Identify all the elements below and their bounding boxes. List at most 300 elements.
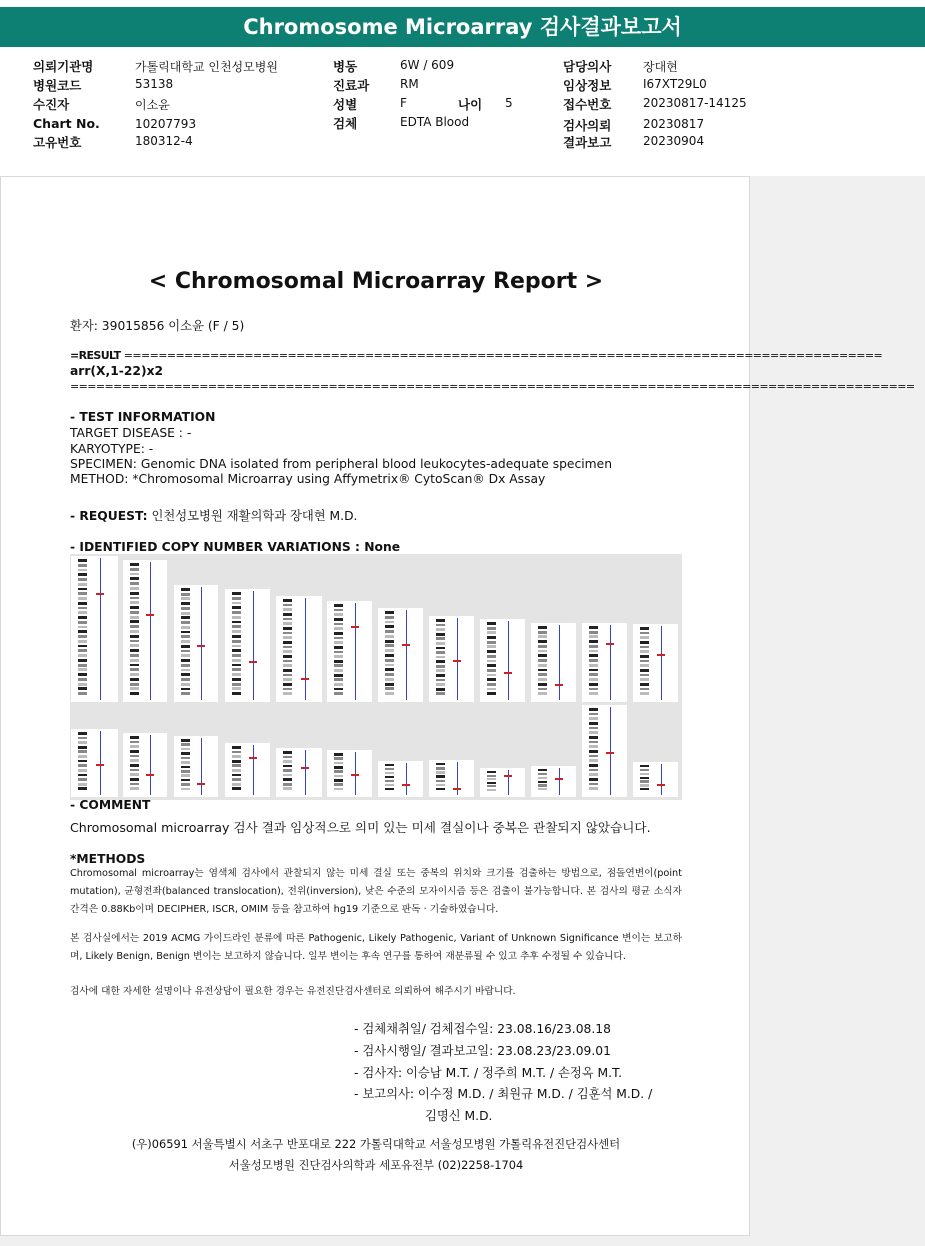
probe-marker [402, 784, 410, 786]
chromosome-band [130, 630, 139, 633]
chromosome-band [78, 678, 87, 681]
chromosome-band [232, 774, 241, 777]
chromosome-band [283, 783, 292, 786]
chromosome-band [78, 778, 87, 781]
chromosome-band [487, 645, 496, 648]
chromosome-band [130, 611, 139, 614]
chromosome-band [538, 769, 547, 771]
chromosome-band [589, 678, 598, 681]
chromosome-band [334, 775, 343, 778]
chromosome-band [78, 774, 87, 777]
chromosome-band [538, 683, 547, 686]
probe-marker [146, 614, 154, 616]
chromosome-band [130, 592, 139, 595]
probe-marker [402, 644, 410, 646]
probe-marker [453, 788, 461, 790]
chromosome-band [232, 687, 241, 690]
chromosome-band [232, 769, 241, 772]
chromosome-band [130, 654, 139, 657]
patient-line: 환자: 39015856 이소윤 (F / 5) [70, 319, 245, 333]
request-value: 인천성모병원 재활의학과 장대현 M.D. [151, 509, 358, 523]
chromosome-band [181, 683, 190, 686]
copy-number-line [100, 558, 101, 700]
chromosome-band [78, 611, 87, 614]
chromosome-panel [327, 601, 372, 702]
copy-number-line [201, 587, 202, 700]
chromosome-band [334, 678, 343, 681]
chromosome-band [436, 784, 445, 786]
chromosome-band [334, 613, 343, 616]
chromosome-band [589, 635, 598, 638]
chromosome-band [78, 755, 87, 758]
chromosome-band [283, 622, 292, 625]
chromosome-band [589, 717, 598, 720]
chromosome-band [78, 760, 87, 763]
chromosome-band [334, 788, 343, 791]
chromosome-band [232, 755, 241, 758]
probe-marker [453, 660, 461, 662]
chromosome-band [334, 757, 343, 760]
chromosome-band [283, 655, 292, 658]
chromosome-band [589, 783, 598, 786]
probe-marker [351, 774, 359, 776]
chromosome-band [487, 775, 496, 777]
target-disease: TARGET DISEASE : - [70, 426, 192, 440]
label-institution: 의뢰기관명 [33, 59, 94, 74]
chromosome-band [385, 616, 394, 619]
value-unique-no: 180312-4 [135, 134, 193, 148]
chromosome-panel [123, 733, 167, 797]
chromosome-band [130, 568, 139, 571]
chromosome-band [385, 692, 394, 695]
chromosome-band [640, 674, 649, 677]
chromosome-band [78, 626, 87, 629]
chromosome-band [181, 688, 190, 691]
value-institution: 가톨릭대학교 인천성모병원 [135, 60, 278, 74]
chromosome-band [538, 673, 547, 676]
specimen-line: SPECIMEN: Genomic DNA isolated from peripheral blood leukocytes-adequate specimen [70, 457, 613, 471]
chromosome-band [334, 651, 343, 654]
reporting-physicians-cont: 김명신 M.D. [425, 1109, 493, 1123]
chromosome-band [181, 635, 190, 638]
probe-marker [606, 643, 614, 645]
chromosome-band [436, 775, 445, 777]
chromosome-band [385, 788, 394, 790]
chromosome-band [181, 783, 190, 786]
chromosome-band [589, 759, 598, 762]
chromosome-band [640, 769, 649, 771]
chromosome-band [232, 611, 241, 614]
chromosome-band [487, 692, 496, 695]
chromosome-band [78, 732, 87, 735]
chromosome-band [232, 678, 241, 681]
label-hospital-code: 병원코드 [33, 78, 82, 93]
chromosome-band [589, 778, 598, 781]
chromosome-band [130, 745, 139, 748]
probe-marker [249, 757, 257, 759]
chromosome-band [589, 640, 598, 643]
chromosome-panel [71, 556, 118, 702]
chromosome-band [232, 640, 241, 643]
chromosome-band [385, 683, 394, 686]
chromosome-panel [276, 596, 322, 702]
chromosome-band [538, 635, 547, 638]
value-hospital-code: 53138 [135, 77, 174, 91]
copy-number-line [253, 591, 254, 700]
karyotype: KARYOTYPE: - [70, 442, 154, 456]
chromosome-band [232, 787, 241, 790]
chromosome-band [232, 625, 241, 628]
chromosome-band [232, 783, 241, 786]
chromosome-band [436, 674, 445, 677]
chromosome-band [181, 766, 190, 769]
chromosome-band [283, 787, 292, 790]
probe-marker [197, 645, 205, 647]
chromosome-band [232, 778, 241, 781]
chromosome-band [78, 588, 87, 591]
chromosome-band [334, 641, 343, 644]
chromosome-band [385, 784, 394, 786]
chromosome-band [538, 640, 547, 643]
chromosome-panel [531, 766, 576, 797]
chromosome-band [78, 645, 87, 648]
chromosome-band [385, 764, 394, 766]
address-line-1: (우)06591 서울특별시 서초구 반포대로 222 가톨릭대학교 서울성모병원 가톨릭유전진단검사센터 [131, 1137, 621, 1151]
chromosome-panel [378, 608, 423, 702]
chromosome-band [640, 660, 649, 663]
chromosome-band [78, 692, 87, 695]
chromosome-band [640, 688, 649, 691]
chromosome-band [589, 741, 598, 744]
chromosome-band [232, 597, 241, 600]
chromosome-band [538, 650, 547, 653]
chromosome-band [589, 654, 598, 657]
chromosome-band [181, 664, 190, 667]
chromosome-band [589, 750, 598, 753]
copy-number-line [201, 738, 202, 795]
chromosome-band [283, 613, 292, 616]
copy-number-line [508, 770, 509, 795]
chromosome-band [487, 789, 496, 791]
probe-marker [657, 784, 665, 786]
chromosome-band [538, 788, 547, 790]
label-age: 나이 [458, 97, 483, 112]
chromosome-band [436, 669, 445, 672]
chromosome-band [232, 664, 241, 667]
chromosome-band [487, 636, 496, 639]
test-dates: - 검사시행일/ 결과보고일: 23.08.23/23.09.01 [354, 1044, 611, 1058]
chromosome-band [589, 673, 598, 676]
chromosome-band [130, 625, 139, 628]
chromosome-panel [225, 589, 270, 702]
label-unique-no: 고유번호 [33, 135, 82, 150]
chromosome-band [283, 632, 292, 635]
chromosome-band [283, 608, 292, 611]
result-separator: =RESULT ======================================================================================== [70, 349, 883, 362]
chromosome-band [78, 659, 87, 662]
chromosome-band [487, 782, 496, 784]
chromosome-band [130, 601, 139, 604]
chromosome-band [130, 759, 139, 762]
label-chart-no: Chart No. [33, 116, 100, 131]
label-department: 진료과 [333, 78, 370, 93]
chromosome-band [487, 778, 496, 780]
copy-number-line [355, 603, 356, 700]
chromosome-band [436, 628, 445, 631]
chromosome-band [589, 722, 598, 725]
chromosome-band [589, 669, 598, 672]
chromosome-band [640, 683, 649, 686]
chromosome-band [538, 664, 547, 667]
chromosome-band [538, 631, 547, 634]
probe-marker [657, 654, 665, 656]
chromosome-band [181, 761, 190, 764]
chromosome-band [436, 683, 445, 686]
chromosome-band [538, 659, 547, 662]
chromosome-band [130, 773, 139, 776]
chromosome-band [181, 612, 190, 615]
chromosome-band [181, 748, 190, 751]
chromosome-band [436, 771, 445, 773]
chromosome-band [283, 769, 292, 772]
chromosome-band [232, 621, 241, 624]
chromosome-band [283, 751, 292, 754]
chromosome-band [78, 616, 87, 619]
label-ward: 병동 [333, 59, 358, 74]
probe-marker [504, 775, 512, 777]
chromosome-band [283, 765, 292, 768]
copy-number-line [253, 745, 254, 795]
chromosome-band [436, 633, 445, 636]
chromosome-band [436, 637, 445, 640]
chromosome-band [78, 668, 87, 671]
chromosome-band [78, 597, 87, 600]
chromosome-band [283, 756, 292, 759]
chromosome-band [385, 649, 394, 652]
chromosome-band [78, 573, 87, 576]
chromosome-panel [174, 736, 218, 797]
copy-number-line [661, 764, 662, 795]
chromosome-band [232, 746, 241, 749]
result-value: arr(X,1-22)x2 [70, 364, 164, 378]
chromosome-band [181, 743, 190, 746]
chromosome-band [385, 644, 394, 647]
methods-paragraph-3: 검사에 대한 자세한 설명이나 유전상담이 필요한 경우는 유전진단검사센터로 의뢰하여 해주시기 바랍니다. [70, 986, 516, 997]
chromosome-band [78, 750, 87, 753]
chromosome-band [385, 654, 394, 657]
chromosome-band [283, 599, 292, 602]
chromosome-band [487, 771, 496, 773]
label-patient: 수진자 [33, 97, 70, 112]
chromosome-band [640, 664, 649, 667]
result-label: =RESULT [70, 349, 124, 362]
chromosome-panel [480, 619, 525, 702]
chromosome-band [334, 683, 343, 686]
chromosome-band [130, 640, 139, 643]
chromosome-band [283, 674, 292, 677]
chromosome-band [78, 564, 87, 567]
methods-title: *METHODS [70, 852, 146, 866]
chromosome-band [538, 678, 547, 681]
chromosome-band [640, 655, 649, 658]
chromosome-band [487, 688, 496, 691]
testers: - 검사자: 이승남 M.T. / 정주희 M.T. / 손정옥 M.T. [354, 1066, 623, 1080]
chromosome-band [78, 746, 87, 749]
chromosome-band [589, 764, 598, 767]
chromosome-band [334, 627, 343, 630]
chromosome-band [181, 621, 190, 624]
chromosome-band [589, 650, 598, 653]
chromosome-band [130, 620, 139, 623]
chromosome-panel [633, 624, 678, 702]
chromosome-band [436, 624, 445, 627]
copy-number-line [150, 562, 151, 700]
probe-marker [555, 684, 563, 686]
value-request-date: 20230817 [643, 117, 705, 131]
chromosome-band [436, 660, 445, 663]
chromosome-band [334, 770, 343, 773]
chromosome-band [78, 635, 87, 638]
chromosome-band [181, 607, 190, 610]
chromosome-band [334, 637, 343, 640]
chromosome-band [385, 687, 394, 690]
chromosome-band [640, 780, 649, 782]
chromosome-band [334, 618, 343, 621]
chromosome-band [589, 692, 598, 695]
copy-number-line [150, 735, 151, 795]
chromosome-panel [327, 750, 372, 797]
label-accession-no: 접수번호 [563, 97, 612, 112]
chromosome-band [385, 768, 394, 770]
chromosome-band [232, 616, 241, 619]
chromosome-band [232, 659, 241, 662]
chromosome-band [487, 641, 496, 644]
chromosome-band [232, 673, 241, 676]
chromosome-band [78, 559, 87, 562]
chromosome-band [589, 708, 598, 711]
label-clinical-info: 임상정보 [563, 78, 612, 93]
chromosome-band [589, 645, 598, 648]
chromosome-band [487, 664, 496, 667]
chromosome-band [589, 688, 598, 691]
chromosome-band [385, 621, 394, 624]
chromosome-band [640, 788, 649, 790]
chromosome-band [130, 678, 139, 681]
chromosome-band [640, 641, 649, 644]
probe-marker [351, 626, 359, 628]
comment-text: Chromosomal microarray 검사 결과 임상적으로 의미 있는 미세 결실이나 중복은 관찰되지 않았습니다. [70, 820, 651, 835]
chromosome-band [436, 679, 445, 682]
report-title-bar: Chromosome Microarray 검사결과보고서 [0, 7, 925, 47]
chromosome-band [283, 688, 292, 691]
chromosome-band [181, 673, 190, 676]
chromosome-band [78, 583, 87, 586]
chromosome-band [538, 784, 547, 786]
chromosome-band [589, 727, 598, 730]
chromosome-band [130, 683, 139, 686]
test-info-title: - TEST INFORMATION [70, 410, 216, 424]
chromosome-band [589, 755, 598, 758]
chromosome-band [283, 660, 292, 663]
chromosome-band [283, 646, 292, 649]
label-sex: 성별 [333, 97, 358, 112]
chromosome-band [589, 769, 598, 772]
label-request-date: 검사의뢰 [563, 118, 612, 133]
chromosome-band [78, 607, 87, 610]
chromosome-panel [531, 623, 576, 702]
probe-marker [301, 767, 309, 769]
chromosome-band [589, 659, 598, 662]
chromosome-band [334, 623, 343, 626]
chromosome-band [487, 627, 496, 630]
chromosome-band [181, 650, 190, 653]
chromosome-band [487, 683, 496, 686]
copy-number-line [305, 750, 306, 795]
chromosome-band [334, 688, 343, 691]
chromosome-band [283, 664, 292, 667]
chromosome-band [334, 604, 343, 607]
chromosome-band [232, 692, 241, 695]
chromosome-band [334, 609, 343, 612]
label-physician: 담당의사 [563, 59, 612, 74]
chromosome-band [589, 631, 598, 634]
chromosome-band [283, 760, 292, 763]
chromosome-band [538, 645, 547, 648]
chromosome-band [130, 635, 139, 638]
chromosome-band [589, 736, 598, 739]
probe-marker [606, 752, 614, 754]
chromosome-band [181, 640, 190, 643]
chromosome-band [487, 678, 496, 681]
separator-line: ================================================================================================== [70, 380, 915, 393]
chromosome-panel [378, 761, 423, 797]
chromosome-band [385, 673, 394, 676]
chromosome-band [181, 631, 190, 634]
chromosome-band [589, 745, 598, 748]
chromosome-band [436, 763, 445, 765]
chromosome-panel [633, 762, 678, 797]
chromosome-band [640, 784, 649, 786]
chromosome-band [130, 750, 139, 753]
probe-marker [197, 783, 205, 785]
chromosome-band [283, 636, 292, 639]
chromosome-band [78, 787, 87, 790]
chromosome-band [334, 753, 343, 756]
value-chart-no: 10207793 [135, 117, 197, 131]
address-line-2: 서울성모병원 진단검사의학과 세포유전부 (02)2258-1704 [228, 1158, 524, 1172]
chromosome-band [436, 767, 445, 769]
value-patient: 이소윤 [135, 98, 170, 112]
chromosome-band [130, 668, 139, 671]
chromosome-band [538, 669, 547, 672]
chromosome-band [181, 616, 190, 619]
chromosome-panel [225, 743, 270, 797]
chromosome-band [181, 739, 190, 742]
chromosome-band [181, 659, 190, 662]
value-age: 5 [505, 96, 513, 110]
probe-marker [555, 778, 563, 780]
copy-number-line [508, 621, 509, 700]
chromosome-band [78, 654, 87, 657]
copy-number-line [559, 768, 560, 795]
report-header [0, 0, 925, 176]
chromosome-band [487, 650, 496, 653]
chromosome-band [538, 654, 547, 657]
chromosome-band [232, 606, 241, 609]
chromosome-band [436, 619, 445, 622]
methods-paragraph-2: 본 검사실에서는 2019 ACMG 가이드라인 분류에 따른 Pathogenic, Likely Pathogenic, Variant of Unknown Significance 변이는 보고하며, Likely Benign, Benign 변이는 보고하지 않습니다. 일부 변이는 후속 연구를 통하여 재분류될 수 있고 추후 수정될 수 있습니다. [70, 933, 682, 962]
chromosome-band [130, 755, 139, 758]
